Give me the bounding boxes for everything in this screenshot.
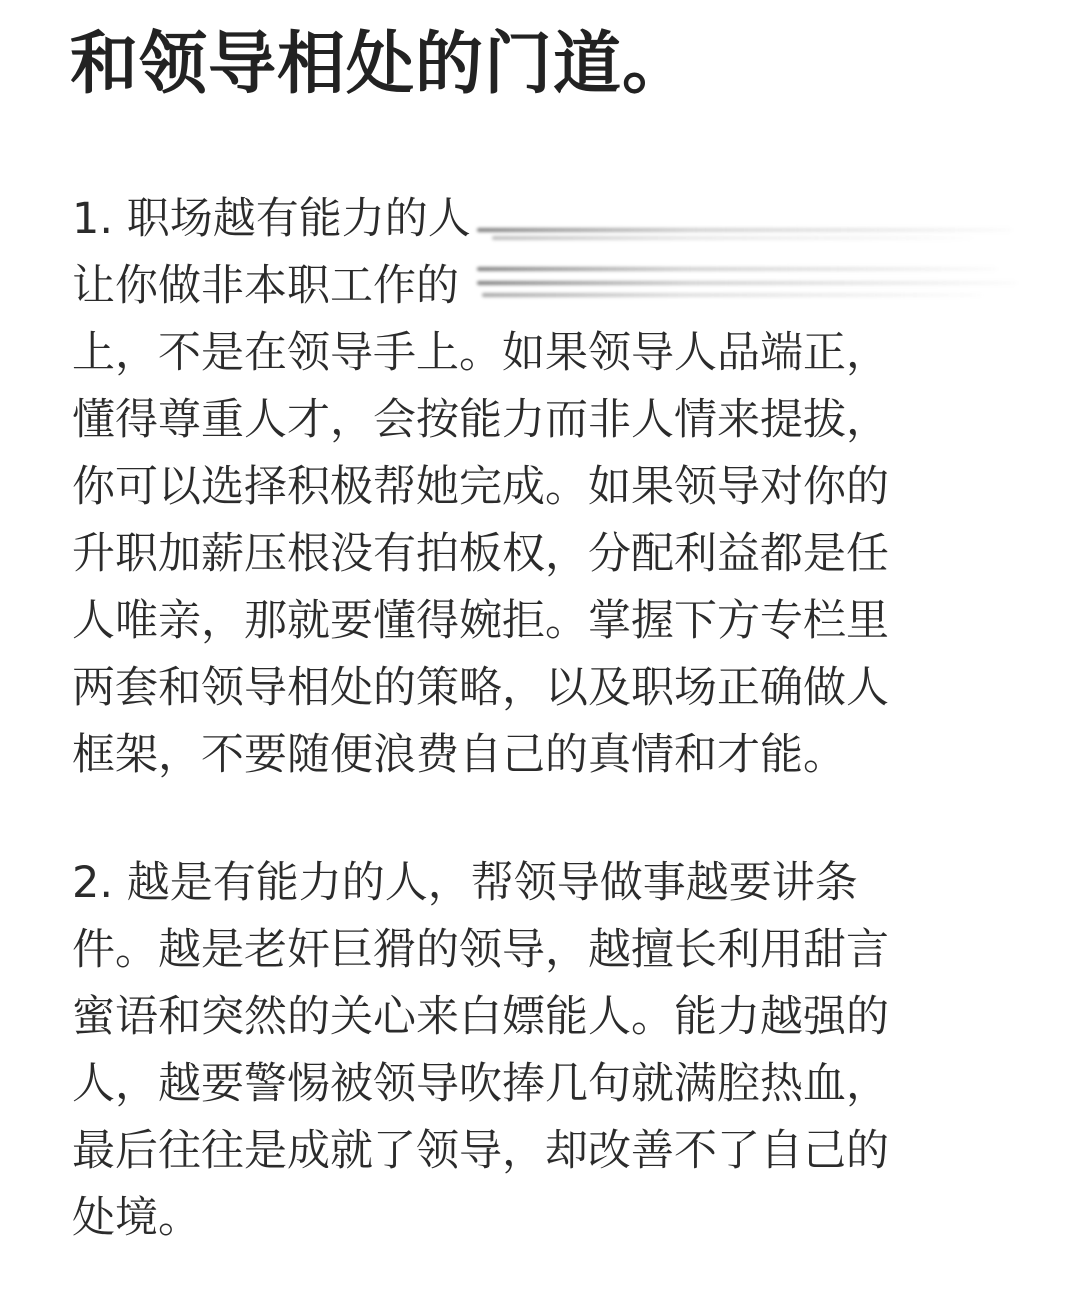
blurred-text-overlay [482, 253, 1022, 320]
paragraph-line: 懂得尊重人才，会按能力而非人情来提拔， [72, 395, 889, 445]
line-text: 让你做非本职工作的 [72, 261, 459, 311]
paragraph-line: 处境。 [72, 1193, 201, 1243]
paragraph-line: 人唯亲，那就要懂得婉拒。掌握下方专栏里 [72, 596, 889, 646]
paragraph-line [72, 253, 1012, 320]
blur-streak [477, 228, 1012, 232]
paragraph-line: 升职加薪压根没有拍板权，分配利益都是任 [72, 529, 889, 579]
paragraph-2 [72, 850, 1012, 1252]
paragraph-line: 蜜语和突然的关心来白嫖能人。能力越强的 [72, 992, 889, 1042]
paragraph-line: 框架，不要随便浪费自己的真情和才能。 [72, 730, 846, 780]
page-title: 和领导相处的门道。 [70, 25, 692, 104]
paragraph-line: 2. 越是有能力的人，帮领导做事越要讲条 [72, 858, 858, 908]
paragraph-line: 上，不是在领导手上。如果领导人品端正， [72, 328, 889, 378]
paragraph-line: 两套和领导相处的策略，以及职场正确做人 [72, 663, 889, 713]
blur-streak [477, 267, 997, 271]
blur-streak [477, 281, 1017, 285]
paragraph-line [72, 186, 1012, 253]
blur-streak [492, 236, 972, 240]
blur-streak [482, 293, 982, 297]
paragraph-line: 最后往往是成就了领导，却改善不了自己的 [72, 1126, 889, 1176]
paragraph-1 [72, 186, 1012, 789]
line-text: 1. 职场越有能力的人 [72, 194, 471, 244]
paragraph-line: 你可以选择积极帮她完成。如果领导对你的 [72, 462, 889, 512]
blurred-text-overlay [482, 186, 1022, 253]
paragraph-line: 件。越是老奸巨猾的领导，越擅长利用甜言 [72, 925, 889, 975]
paragraph-line: 人，越要警惕被领导吹捧几句就满腔热血， [72, 1059, 889, 1109]
